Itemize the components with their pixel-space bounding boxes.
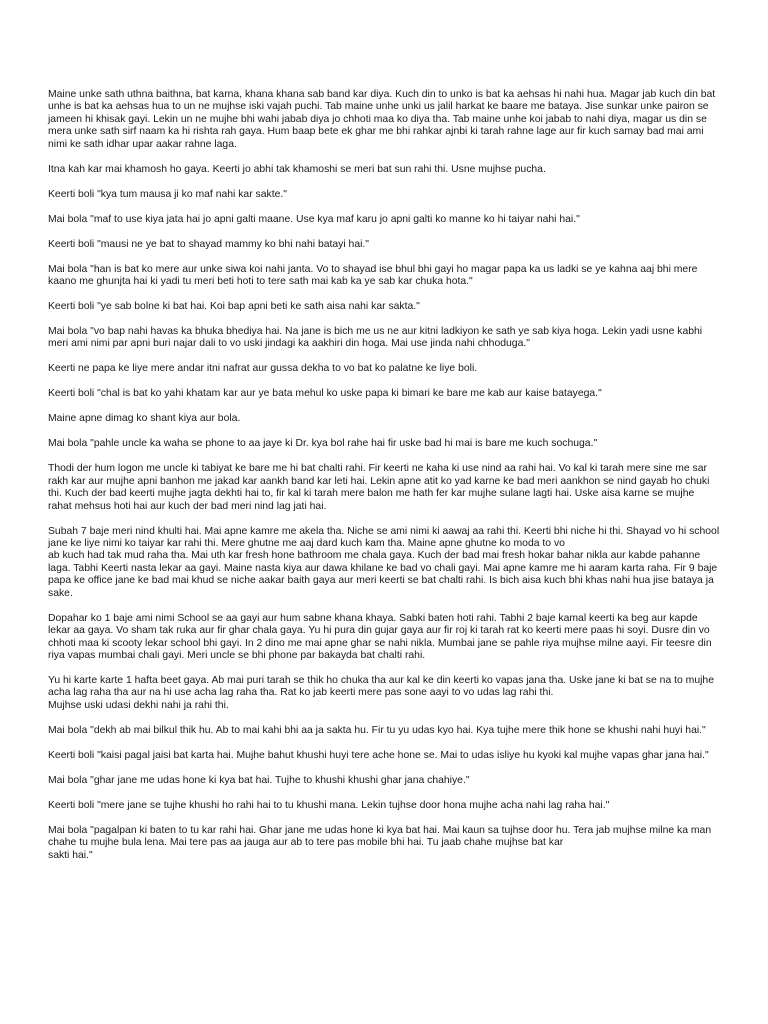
paragraph-14: Subah 7 baje meri nind khulti hai. Mai apne kamre me akela tha. Niche se ami nimi ki aawaj aa rahi thi. Keerti bhi niche hi thi. Shayad vo hi school jane ke liye nimi ko taiyar kar rahi thi. Mere ghutne me aaj dard kuch kam tha. Maine apne ghutne ko moda to vo ab kuch had tak mud raha tha. Mai uth kar fresh hone bathroom me chala gaya. Kuch der bad mai fresh hokar bahar nikla aur kabde pahanne laga. Tabhi Keerti nasta lekar aa gayi. Maine nasta kiya aur dawa khilane ke bad vo chali gayi. Mai apne kamre me hi aaram karta raha. Fir 9 baje papa ke office jane ke bad mai khud se niche aakar baith gaya aur meri keerti se bat chalti rahi. Is bich aisa kuch bhi khas nahi hua jise bataya ja sake. xyxy=(48,525,720,599)
paragraph-6: Mai bola "han is bat ko mere aur unke siwa koi nahi janta. Vo to shayad ise bhul bhi gayi ho magar papa ka us ladki se ye kahna aaj bhi mere kaano me ghunjta hai ki yadi tu meri beti hoti to tere sath mai kab ka ye sab kar chuka hota." xyxy=(48,263,698,288)
paragraph-3: Keerti boli "kya tum mausa ji ko maf nahi kar sakte." xyxy=(48,188,287,200)
paragraph-17: Mai bola "dekh ab mai bilkul thik hu. Ab to mai kahi bhi aa ja sakta hu. Fir tu yu udas kyo hai. Kya tujhe mere thik hone se khushi nahi huyi hai." xyxy=(48,724,706,736)
paragraph-5: Keerti boli "mausi ne ye bat to shayad mammy ko bhi nahi batayi hai." xyxy=(48,238,369,250)
paragraph-2: Itna kah kar mai khamosh ho gaya. Keerti jo abhi tak khamoshi se meri bat sun rahi thi. Usne mujhse pucha. xyxy=(48,163,546,175)
paragraph-7: Keerti boli "ye sab bolne ki bat hai. Koi bap apni beti ke sath aisa nahi kar sakta." xyxy=(48,301,420,313)
paragraph-19: Mai bola "ghar jane me udas hone ki kya bat hai. Tujhe to khushi khushi ghar jana chahiye." xyxy=(48,774,470,786)
paragraph-8: Mai bola "vo bap nahi havas ka bhuka bhediya hai. Na jane is bich me us ne aur kitni ladkiyon ke sath ye sab kiya hoga. Lekin yadi usne kabhi meri ami nimi par apni buri najar dali to vo uski jindagi ka aakhiri din hoga. Mai use jinda nahi chhoduga." xyxy=(48,326,703,350)
paragraph-18: Keerti boli "kaisi pagal jaisi bat karta hai. Mujhe bahut khushi huyi tere ache hone se. Mai to udas isliye hu kyoki kal mujhe vapas ghar jana hai." xyxy=(48,749,709,761)
paragraph-20: Keerti boli "mere jane se tujhe khushi ho rahi hai to tu khushi mana. Lekin tujhse door hona mujhe acha nahi lag raha hai." xyxy=(48,799,610,811)
paragraph-11: Maine apne dimag ko shant kiya aur bola. xyxy=(48,413,241,425)
paragraph-9: Keerti ne papa ke liye mere andar itni nafrat aur gussa dekha to vo bat ko palatne ke liye boli. xyxy=(48,363,478,375)
paragraph-1: Maine unke sath uthna baithna, bat karna, khana khana sab band kar diya. Kuch din to unko is bat ka aehsas hi nahi hua. Magar jab kuch din bat unhe is bat ka aehsas hua to un ne mujhse iski vajah puchi. Tab maine unhe unki us jalil harkat ke baare me bataya. Jise sunkar unke pairon se jameen hi khisak gayi. Lekin un ne mujhe bhi wahi jabab diya jo chhoti maa ko diya tha. Tab maine unhe koi jabab to nahi diya, magar us din se mera unke sath sirf naam ka hi rishta rah gaya. Hum baap bete ek ghar me bhi rahkar ajnbi ki tarah rahne lage aur fir kuch samay bad mai ami nimi ke sath idhar upar aakar rahne laga. xyxy=(48,89,716,150)
paragraph-12: Mai bola "pahle uncle ka waha se phone to aa jaye ki Dr. kya bol rahe hai fir uske bad hi mai is bare me kuch sochuga." xyxy=(48,438,598,450)
paragraph-15: Dopahar ko 1 baje ami nimi School se aa gayi aur hum sabne khana khaya. Sabki baten hoti rahi. Tabhi 2 baje kamal keerti ka beg aur kapde lekar aa gaya. Vo sham tak ruka aur fir ghar chala gaya. Yu hi pura din gujar gaya aur fir roj ki tarah rat ko keerti mere paas hi soyi. Dusre din vo chhoti maa ki scooty lekar school bhi gayi. In 2 dino me mai apne ghar se nahi nikla. Mumbai jane se pahle riya mujhse milne aayi. Fir teesre din riya vapas mumbai chali gayi. Meri uncle se bhi phone par bakayda bat chalti rahi. xyxy=(48,612,712,661)
document-page xyxy=(48,89,720,862)
paragraph-21: Mai bola "pagalpan ki baten to tu kar rahi hai. Ghar jane me udas hone ki kya bat hai. Mai kaun sa tujhse door hu. Tera jab mujhse milne ka man chahe tu mujhe bula lena. Mai tere pas aa jauga aur ab to tere pas mobile bhi hai. Tu jaab chahe mujhse bat kar sakti hai." xyxy=(48,824,712,861)
paragraph-13: Thodi der hum logon me uncle ki tabiyat ke bare me hi bat chalti rahi. Fir keerti ne kaha ki use nind aa rahi hai. Vo kal ki tarah mere sine me sar rakh kar aur mujhe apni banhon me jakad kar aankh band kar leti hai. Lekin apne atit ko yad karne ke bad meri aankhon se nind gayab ho chuki thi. Kuch der bad keerti mujhe jagta dekhti hai to, fir kal ki tarah mere balon me hath fer kar mujhe sulane lagti hai. Uske aisa karne se mujhe rahat mehsus hoti hai aur kuch der bad meri nind lag jati hai. xyxy=(48,463,710,512)
paragraph-10: Keerti boli "chal is bat ko yahi khatam kar aur ye bata mehul ko uske papa ki bimari ke bare me kab aur kaise batayega." xyxy=(48,388,602,400)
paragraph-4: Mai bola "maf to use kiya jata hai jo apni galti maane. Use kya maf karu jo apni galti ko manne ko hi taiyar nahi hai." xyxy=(48,213,580,225)
paragraph-16: Yu hi karte karte 1 hafta beet gaya. Ab mai puri tarah se thik ho chuka tha aur kal ke din keerti ko vapas jana tha. Uske jane ki bat se na to mujhe acha lag raha tha aur na hi use acha lag raha tha. Rat ko jab keerti mere pas sone aayi to vo udas lag rahi thi. Mujhse uski udasi dekhi nahi ja rahi thi. xyxy=(48,674,714,711)
